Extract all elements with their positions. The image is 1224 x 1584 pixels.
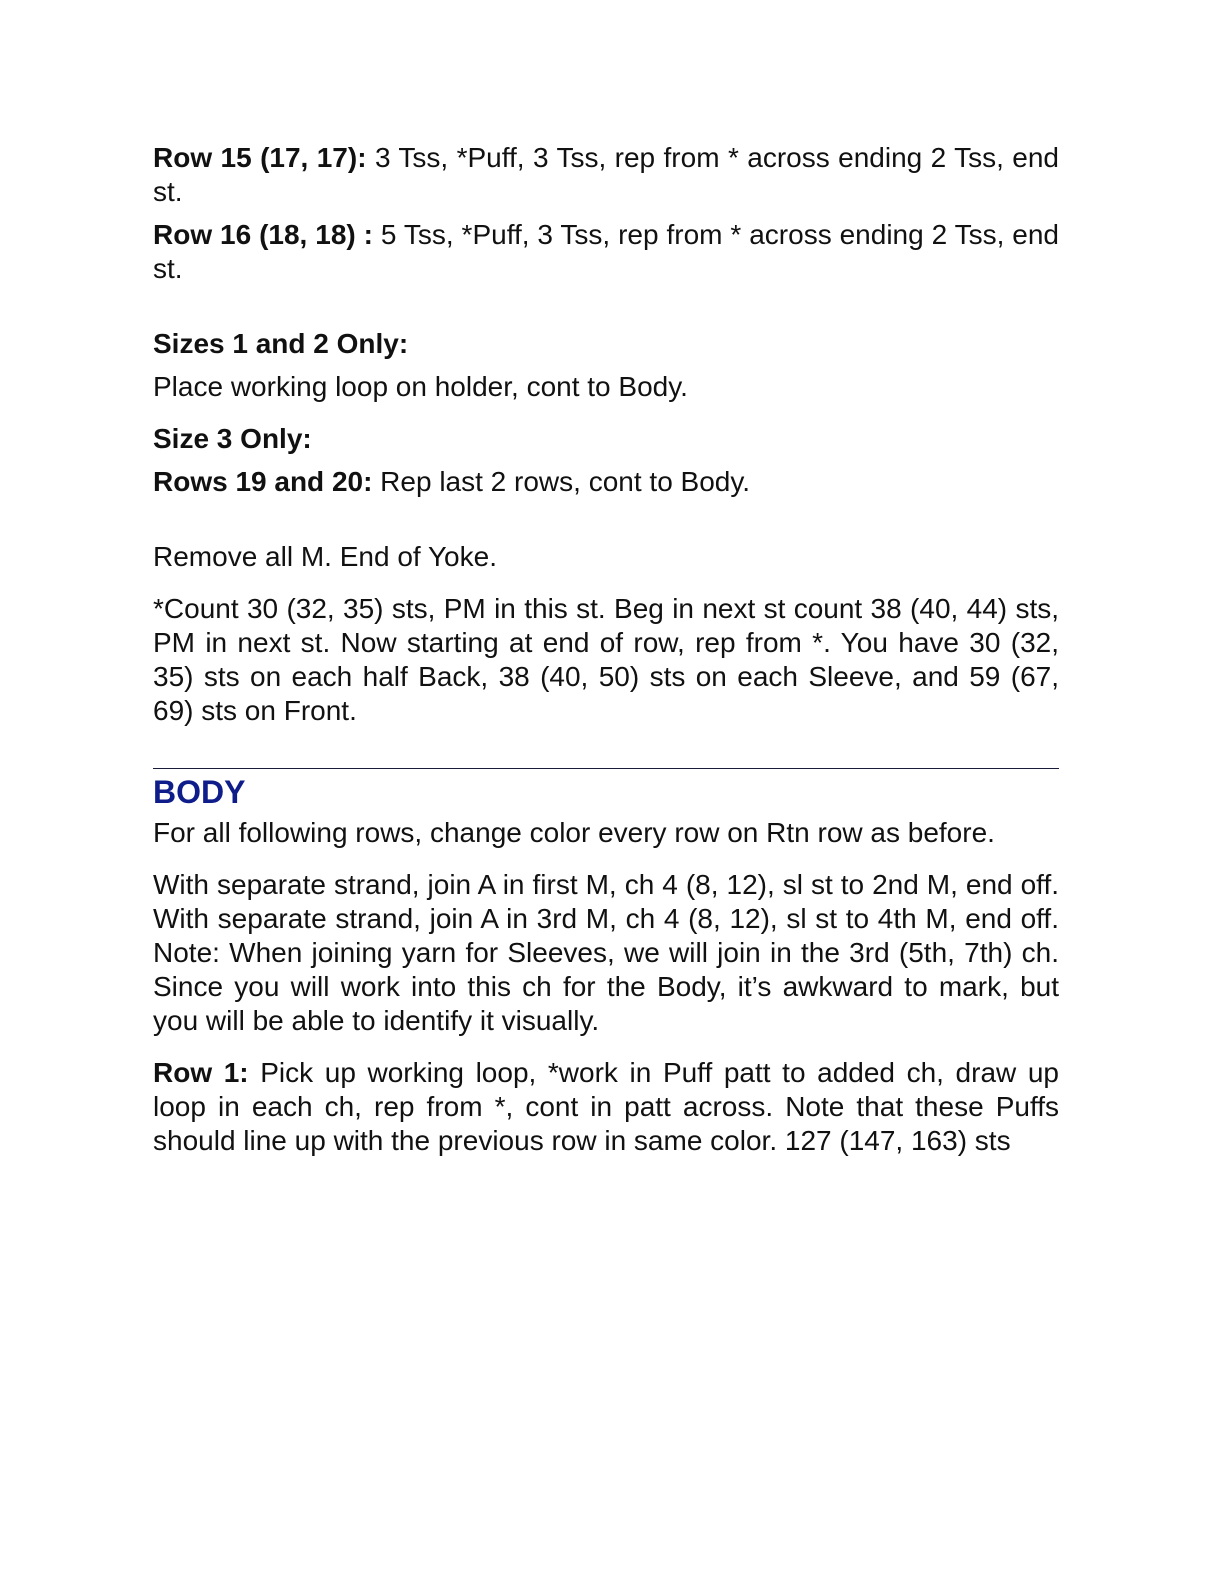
section-divider [153,768,1059,769]
body-intro-text: For all following rows, change color every row on Rtn row as before. [153,817,995,848]
size-3-heading [153,422,1059,456]
row-16-label: Row 16 (18, 18) : [153,219,373,250]
body-row-1-instruction [153,1056,1059,1158]
row-15-label: Row 15 (17, 17): [153,142,367,173]
body-section-title: BODY [153,774,246,810]
row-15-instruction [153,141,1059,209]
document-page [153,141,1059,1158]
sizes-1-2-text: Place working loop on holder, cont to Body. [153,371,688,402]
sizes-1-2-heading [153,327,1059,361]
end-of-yoke-text: Remove all M. End of Yoke. [153,541,497,572]
row-15-text: 3 Tss, *Puff, 3 Tss, rep from * across ending 2 Tss, end st. [153,142,1059,207]
body-row-1-text: Pick up working loop, *work in Puff patt to added ch, draw up loop in each ch, rep from *, cont in patt across. Note that these Puffs should line up with the previous row in same color. 127 (147, 163) sts [153,1057,1059,1156]
rows-19-20-text: Rep last 2 rows, cont to Body. [372,466,751,497]
sizes-1-2-heading-text: Sizes 1 and 2 Only: [153,328,409,359]
row-16-text: 5 Tss, *Puff, 3 Tss, rep from * across ending 2 Tss, end st. [153,219,1059,284]
rows-19-20-label: Rows 19 and 20: [153,466,373,497]
size-3-heading-text: Size 3 Only: [153,423,312,454]
count-paragraph: *Count 30 (32, 35) sts, PM in this st. Beg in next st count 38 (40, 44) sts, PM in next st. Now starting at end of row, rep from *. You have 30 (32, 35) sts on each half Back, 38 (40, 50) sts on each Sleeve, and 59 (67, 69) sts on Front. [153,593,1059,726]
join-paragraph: With separate strand, join A in first M, ch 4 (8, 12), sl st to 2nd M, end off. With separate strand, join A in 3rd M, ch 4 (8, 12), sl st to 4th M, end off. Note: When joining yarn for Sleeves, we will join in the 3rd (5th, 7th) ch. Since you will work into this ch for the Body, it’s awkward to mark, but you will be able to identify it visually. [153,869,1059,1036]
body-row-1-label: Row 1: [153,1057,249,1088]
row-16-instruction [153,218,1059,286]
rows-19-20-instruction [153,465,1059,499]
